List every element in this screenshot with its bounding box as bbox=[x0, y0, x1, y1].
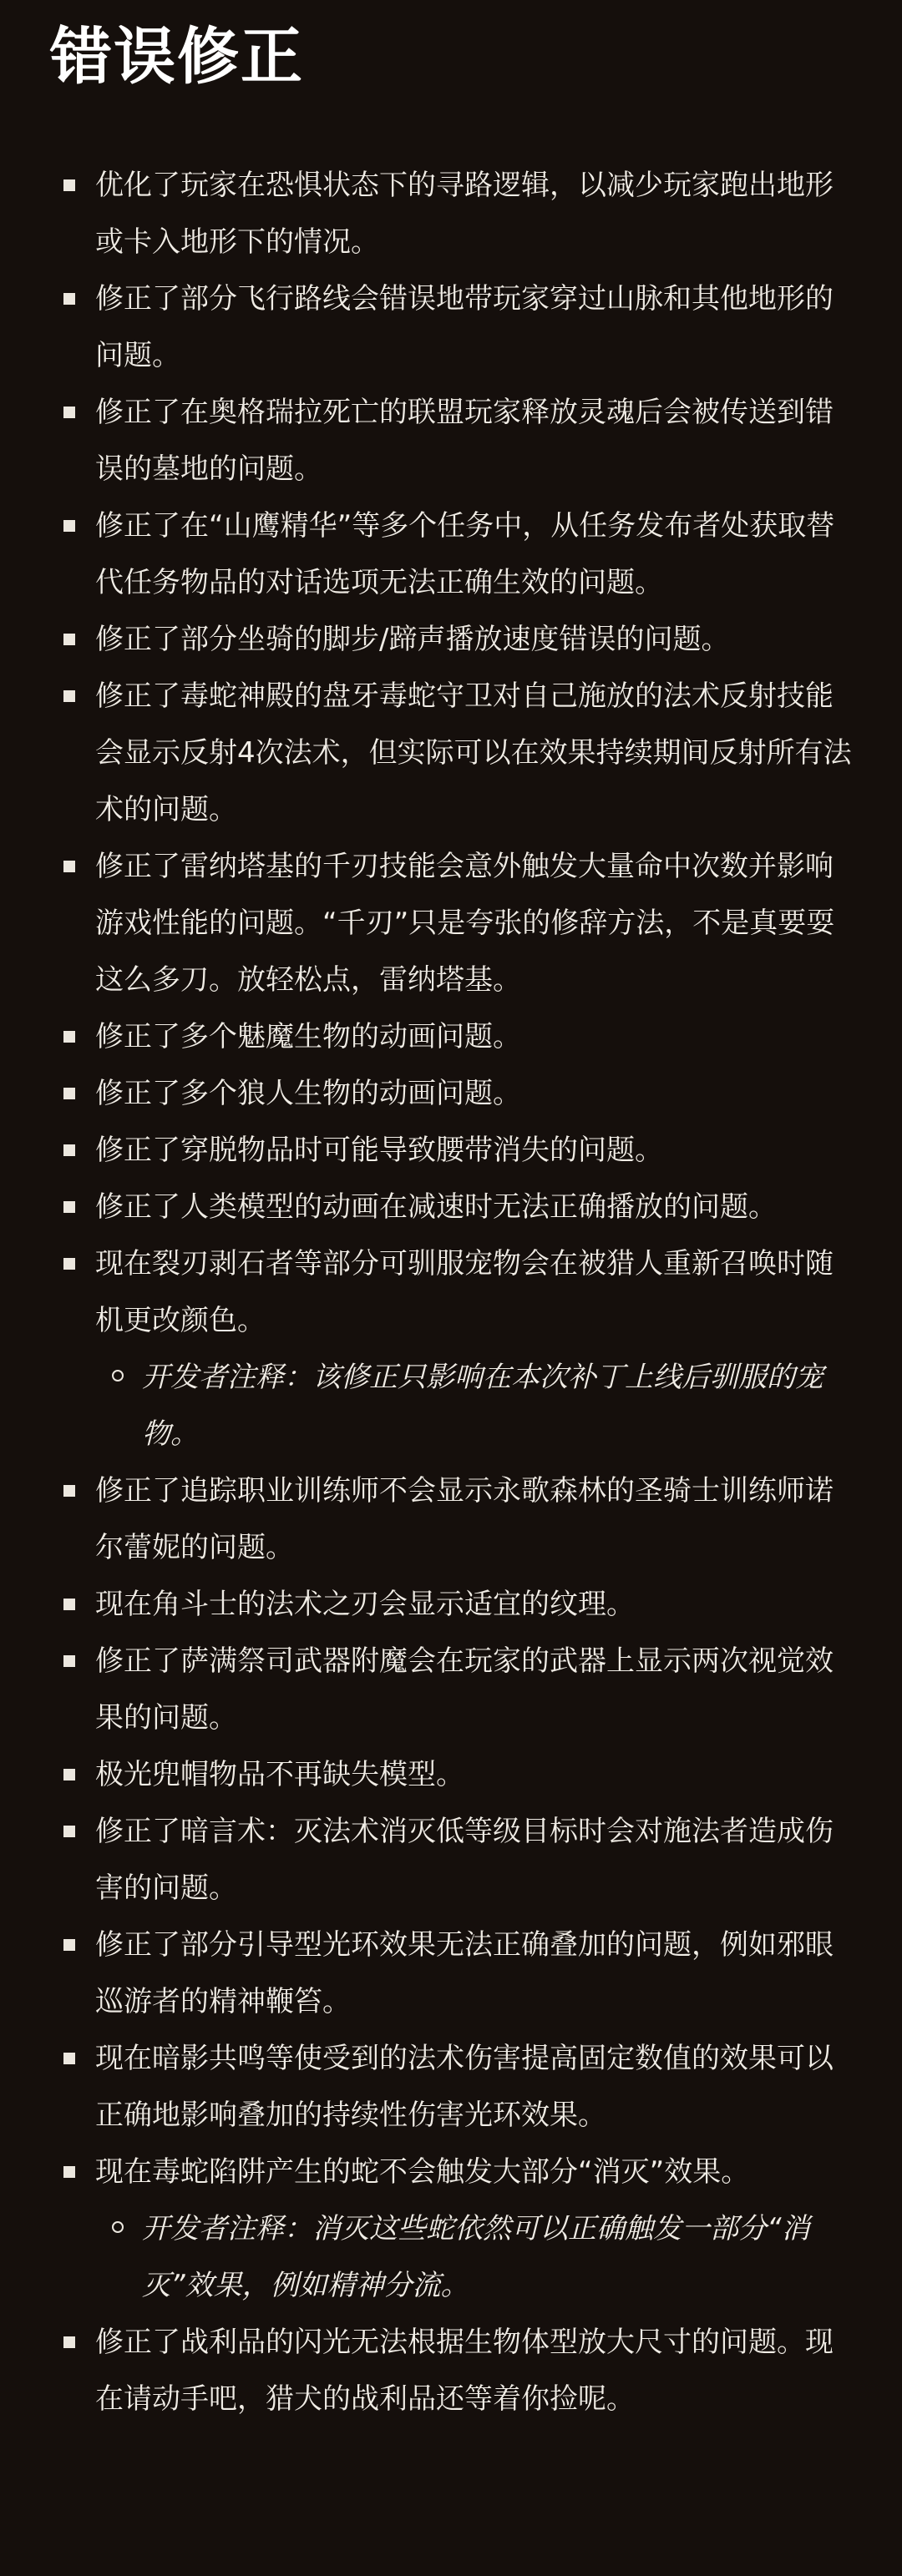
list-item-text: 优化了玩家在恐惧状态下的寻路逻辑，以减少玩家跑出地形或卡入地形下的情况。 bbox=[95, 169, 834, 259]
square-bullet-icon bbox=[63, 861, 75, 872]
square-bullet-icon bbox=[63, 1088, 75, 1099]
developer-note-text: 开发者注释：消灭这些蛇依然可以正确触发一部分“消灭”效果，例如精神分流。 bbox=[142, 2212, 810, 2302]
list-item bbox=[48, 2030, 854, 2144]
square-bullet-icon bbox=[63, 2166, 75, 2178]
list-item-text: 修正了在“山鹰精华”等多个任务中，从任务发布者处获取替代任务物品的对话选项无法正确生效的问题。 bbox=[95, 509, 835, 599]
developer-note bbox=[95, 2200, 854, 2314]
list-item bbox=[48, 1576, 854, 1633]
list-item-text: 修正了人类模型的动画在减速时无法正确播放的问题。 bbox=[95, 1190, 777, 1224]
list-item bbox=[48, 838, 854, 1008]
square-bullet-icon bbox=[63, 690, 75, 702]
square-bullet-icon bbox=[63, 1201, 75, 1213]
list-item-text: 修正了部分引导型光环效果无法正确叠加的问题，例如邪眼巡游者的精神鞭笞。 bbox=[95, 1928, 834, 2018]
list-item-text: 修正了部分坐骑的脚步/蹄声播放速度错误的问题。 bbox=[95, 623, 730, 656]
square-bullet-icon bbox=[63, 179, 75, 191]
list-item-text: 修正了战利品的闪光无法根据生物体型放大尺寸的问题。现在请动手吧，猎犬的战利品还等着你捡呢。 bbox=[95, 2326, 834, 2416]
square-bullet-icon bbox=[63, 1655, 75, 1667]
square-bullet-icon bbox=[63, 1939, 75, 1951]
list-item-text: 修正了暗言术：灭法术消灭低等级目标时会对施法者造成伤害的问题。 bbox=[95, 1815, 834, 1905]
square-bullet-icon bbox=[63, 407, 75, 418]
square-bullet-icon bbox=[63, 1144, 75, 1156]
list-item bbox=[48, 1917, 854, 2030]
developer-note bbox=[95, 1349, 854, 1462]
list-item-text: 修正了多个魅魔生物的动画问题。 bbox=[95, 1020, 521, 1053]
list-item bbox=[48, 1746, 854, 1803]
list-item bbox=[48, 1633, 854, 1746]
developer-note-list bbox=[95, 1349, 854, 1462]
list-item-text: 现在角斗士的法术之刃会显示适宜的纹理。 bbox=[95, 1588, 635, 1621]
list-item bbox=[48, 2314, 854, 2427]
list-item-text: 现在暗影共鸣等使受到的法术伤害提高固定数值的效果可以正确地影响叠加的持续性伤害光环效果。 bbox=[95, 2042, 834, 2132]
square-bullet-icon bbox=[63, 1769, 75, 1780]
list-item-text: 修正了在奥格瑞拉死亡的联盟玩家释放灵魂后会被传送到错误的墓地的问题。 bbox=[95, 396, 834, 486]
circle-bullet-icon bbox=[112, 1370, 124, 1381]
list-item bbox=[48, 157, 854, 270]
developer-note-text: 开发者注释：该修正只影响在本次补丁上线后驯服的宠物。 bbox=[142, 1361, 823, 1451]
list-item-text: 现在裂刃剥石者等部分可驯服宠物会在被猎人重新召唤时随机更改颜色。 bbox=[95, 1247, 834, 1337]
list-item-text: 修正了部分飞行路线会错误地带玩家穿过山脉和其他地形的问题。 bbox=[95, 282, 834, 372]
square-bullet-icon bbox=[63, 1031, 75, 1043]
list-item bbox=[48, 1462, 854, 1576]
list-item bbox=[48, 1065, 854, 1122]
square-bullet-icon bbox=[63, 1599, 75, 1610]
list-item-text: 极光兜帽物品不再缺失模型。 bbox=[95, 1758, 464, 1791]
list-item bbox=[48, 1803, 854, 1917]
list-item bbox=[48, 1122, 854, 1179]
list-item bbox=[48, 611, 854, 668]
list-item bbox=[48, 498, 854, 611]
list-item-text: 现在毒蛇陷阱产生的蛇不会触发大部分“消灭”效果。 bbox=[95, 2155, 750, 2189]
square-bullet-icon bbox=[63, 293, 75, 305]
list-item bbox=[48, 2144, 854, 2314]
list-item-text: 修正了雷纳塔基的千刃技能会意外触发大量命中次数并影响游戏性能的问题。“千刃”只是夸张的修辞方法，不是真要耍这么多刀。放轻松点，雷纳塔基。 bbox=[95, 850, 835, 997]
list-item-text: 修正了萨满祭司武器附魔会在玩家的武器上显示两次视觉效果的问题。 bbox=[95, 1644, 834, 1735]
developer-note-list bbox=[95, 2200, 854, 2314]
square-bullet-icon bbox=[63, 2336, 75, 2348]
list-item-text: 修正了穿脱物品时可能导致腰带消失的问题。 bbox=[95, 1134, 663, 1167]
square-bullet-icon bbox=[63, 634, 75, 645]
list-item-text: 修正了追踪职业训练师不会显示永歌森林的圣骑士训练师诺尔蕾妮的问题。 bbox=[95, 1474, 834, 1564]
list-item-text: 修正了多个狼人生物的动画问题。 bbox=[95, 1077, 521, 1110]
list-item bbox=[48, 1179, 854, 1235]
list-item bbox=[48, 1008, 854, 1065]
list-item bbox=[48, 668, 854, 838]
list-item bbox=[48, 1235, 854, 1462]
square-bullet-icon bbox=[63, 1826, 75, 1837]
list-item-text: 修正了毒蛇神殿的盘牙毒蛇守卫对自己施放的法术反射技能会显示反射4次法术，但实际可以在效果持续期间反射所有法术的问题。 bbox=[95, 679, 852, 826]
bug-fix-list bbox=[48, 157, 854, 2427]
square-bullet-icon bbox=[63, 520, 75, 532]
list-item bbox=[48, 384, 854, 498]
circle-bullet-icon bbox=[112, 2221, 124, 2233]
list-item bbox=[48, 270, 854, 384]
square-bullet-icon bbox=[63, 1485, 75, 1497]
page-title: 错误修正 bbox=[50, 21, 304, 93]
square-bullet-icon bbox=[63, 2053, 75, 2064]
square-bullet-icon bbox=[63, 1258, 75, 1270]
